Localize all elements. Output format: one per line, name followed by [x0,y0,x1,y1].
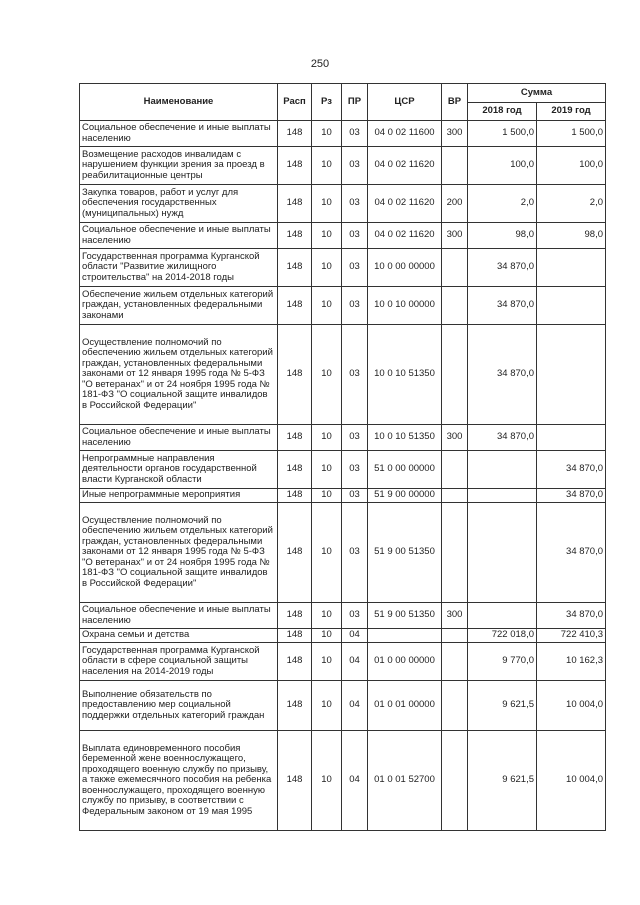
cell-csr: 10 0 00 00000 [368,249,442,287]
cell-name: Охрана семьи и детства [80,629,278,643]
cell-rasp: 148 [278,629,312,643]
cell-csr: 51 0 00 00000 [368,451,442,489]
cell-csr: 10 0 10 00000 [368,287,442,325]
cell-rz: 10 [312,249,342,287]
table-row [80,325,606,425]
cell-rz: 10 [312,629,342,643]
budget-table [79,83,606,831]
cell-pr: 04 [342,731,368,831]
cell-y2019: 2,0 [537,185,606,223]
cell-y2019: 10 162,3 [537,643,606,681]
header-2019: 2019 год [537,103,606,121]
cell-csr: 01 0 00 00000 [368,643,442,681]
table-row [80,223,606,249]
header-sum: Сумма [468,84,606,103]
table-row [80,643,606,681]
cell-name: Социальное обеспечение и иные выплаты населению [80,425,278,451]
cell-y2019: 722 410,3 [537,629,606,643]
cell-name: Осуществление полномочий по обеспечению жильем отдельных категорий граждан, установленных федеральными законами от 12 января 1995 года № 5-ФЗ "О ветеранах" и от 24 ноября 1995 года № 181-ФЗ "О социальной защите инвалидов в Российской Федерации" [80,325,278,425]
cell-y2019: 10 004,0 [537,681,606,731]
table-row [80,121,606,147]
table-body [80,121,606,831]
cell-y2019: 34 870,0 [537,503,606,603]
table-row [80,681,606,731]
cell-vr [442,489,468,503]
cell-rasp: 148 [278,681,312,731]
cell-y2018: 2,0 [468,185,537,223]
cell-rasp: 148 [278,325,312,425]
cell-y2019: 34 870,0 [537,451,606,489]
header-csr: ЦСР [368,84,442,121]
table-row [80,603,606,629]
cell-name: Государственная программа Курганской области в сфере социальной защиты населения на 2014-2019 годы [80,643,278,681]
cell-rz: 10 [312,643,342,681]
table-row [80,489,606,503]
cell-vr [442,681,468,731]
cell-name: Социальное обеспечение и иные выплаты населению [80,603,278,629]
cell-vr: 300 [442,603,468,629]
cell-y2019: 98,0 [537,223,606,249]
cell-y2018: 9 621,5 [468,681,537,731]
cell-y2019: 34 870,0 [537,603,606,629]
cell-y2018: 9 621,5 [468,731,537,831]
cell-csr: 10 0 10 51350 [368,325,442,425]
cell-vr: 300 [442,425,468,451]
table-row [80,731,606,831]
cell-pr: 03 [342,489,368,503]
cell-vr [442,249,468,287]
cell-y2019: 1 500,0 [537,121,606,147]
cell-y2018 [468,489,537,503]
cell-csr [368,629,442,643]
cell-vr: 200 [442,185,468,223]
cell-vr: 300 [442,223,468,249]
cell-vr [442,629,468,643]
cell-vr [442,325,468,425]
table-row [80,451,606,489]
cell-csr: 04 0 02 11600 [368,121,442,147]
cell-y2019: 10 004,0 [537,731,606,831]
cell-name: Обеспечение жильем отдельных категорий граждан, установленных федеральными законами [80,287,278,325]
cell-csr: 04 0 02 11620 [368,147,442,185]
cell-pr: 03 [342,147,368,185]
cell-y2018: 34 870,0 [468,287,537,325]
cell-pr: 03 [342,451,368,489]
cell-name: Закупка товаров, работ и услуг для обеспечения государственных (муниципальных) нужд [80,185,278,223]
table-row [80,147,606,185]
cell-y2019 [537,287,606,325]
cell-y2019 [537,425,606,451]
cell-name: Выполнение обязательств по предоставлению мер социальной поддержки отдельных категорий граждан [80,681,278,731]
cell-pr: 03 [342,121,368,147]
cell-csr: 51 9 00 51350 [368,503,442,603]
header-rz: Рз [312,84,342,121]
cell-rasp: 148 [278,223,312,249]
cell-rz: 10 [312,425,342,451]
header-name: Наименование [80,84,278,121]
table-row [80,503,606,603]
cell-csr: 51 9 00 00000 [368,489,442,503]
cell-name: Возмещение расходов инвалидам с нарушением функции зрения за проезд в реабилитационные центры [80,147,278,185]
cell-csr: 01 0 01 00000 [368,681,442,731]
cell-vr [442,503,468,603]
cell-y2019: 34 870,0 [537,489,606,503]
cell-name: Социальное обеспечение и иные выплаты населению [80,223,278,249]
cell-vr [442,147,468,185]
cell-name: Иные непрограммные мероприятия [80,489,278,503]
cell-rz: 10 [312,325,342,425]
cell-rasp: 148 [278,121,312,147]
cell-y2018: 34 870,0 [468,425,537,451]
cell-rz: 10 [312,451,342,489]
cell-rasp: 148 [278,451,312,489]
cell-rz: 10 [312,603,342,629]
cell-pr: 03 [342,503,368,603]
cell-pr: 03 [342,249,368,287]
cell-y2018 [468,603,537,629]
cell-rasp: 148 [278,603,312,629]
cell-csr: 10 0 10 51350 [368,425,442,451]
cell-pr: 03 [342,603,368,629]
cell-pr: 03 [342,287,368,325]
cell-rz: 10 [312,121,342,147]
cell-rasp: 148 [278,147,312,185]
cell-csr: 04 0 02 11620 [368,223,442,249]
cell-vr [442,451,468,489]
cell-rasp: 148 [278,287,312,325]
cell-y2018: 9 770,0 [468,643,537,681]
cell-rasp: 148 [278,249,312,287]
header-rasp: Расп [278,84,312,121]
cell-y2018: 98,0 [468,223,537,249]
table-row [80,249,606,287]
cell-rz: 10 [312,731,342,831]
cell-y2018: 34 870,0 [468,249,537,287]
cell-pr: 03 [342,425,368,451]
cell-pr: 04 [342,629,368,643]
table-header [80,84,606,121]
cell-name: Социальное обеспечение и иные выплаты населению [80,121,278,147]
cell-name: Государственная программа Курганской области "Развитие жилищного строительства" на 2014-2018 годы [80,249,278,287]
cell-rz: 10 [312,287,342,325]
cell-y2019: 100,0 [537,147,606,185]
cell-csr: 04 0 02 11620 [368,185,442,223]
cell-y2018 [468,503,537,603]
header-2018: 2018 год [468,103,537,121]
cell-vr [442,731,468,831]
cell-rz: 10 [312,223,342,249]
cell-rasp: 148 [278,185,312,223]
table-row [80,629,606,643]
header-vr: ВР [442,84,468,121]
cell-vr [442,287,468,325]
cell-y2019 [537,325,606,425]
cell-rasp: 148 [278,643,312,681]
cell-rasp: 148 [278,503,312,603]
table-row [80,287,606,325]
cell-pr: 03 [342,325,368,425]
cell-y2018: 100,0 [468,147,537,185]
cell-rz: 10 [312,503,342,603]
cell-y2018 [468,451,537,489]
cell-rz: 10 [312,185,342,223]
cell-rasp: 148 [278,425,312,451]
cell-rasp: 148 [278,731,312,831]
cell-pr: 04 [342,681,368,731]
cell-rz: 10 [312,147,342,185]
cell-y2018: 34 870,0 [468,325,537,425]
cell-vr: 300 [442,121,468,147]
cell-y2018: 722 018,0 [468,629,537,643]
cell-pr: 03 [342,223,368,249]
cell-pr: 04 [342,643,368,681]
cell-name: Выплата единовременного пособия беременной жене военнослужащего, проходящего военную службу по призыву, а также ежемесячного пособия на ребенка военнослужащего, проходящего военную службу по призыву, в соответствии с Федеральным законом от 19 мая 1995 [80,731,278,831]
cell-rasp: 148 [278,489,312,503]
table-row [80,425,606,451]
cell-rz: 10 [312,489,342,503]
table-row [80,185,606,223]
cell-vr [442,643,468,681]
header-pr: ПР [342,84,368,121]
cell-y2019 [537,249,606,287]
cell-y2018: 1 500,0 [468,121,537,147]
cell-csr: 51 9 00 51350 [368,603,442,629]
cell-name: Осуществление полномочий по обеспечению жильем отдельных категорий граждан, установленных федеральными законами от 12 января 1995 года № 5-ФЗ "О ветеранах" и от 24 ноября 1995 года № 181-ФЗ "О социальной защите инвалидов в Российской Федерации" [80,503,278,603]
page-number: 250 [310,58,330,70]
cell-rz: 10 [312,681,342,731]
cell-csr: 01 0 01 52700 [368,731,442,831]
cell-name: Непрограммные направления деятельности органов государственной власти Курганской области [80,451,278,489]
cell-pr: 03 [342,185,368,223]
